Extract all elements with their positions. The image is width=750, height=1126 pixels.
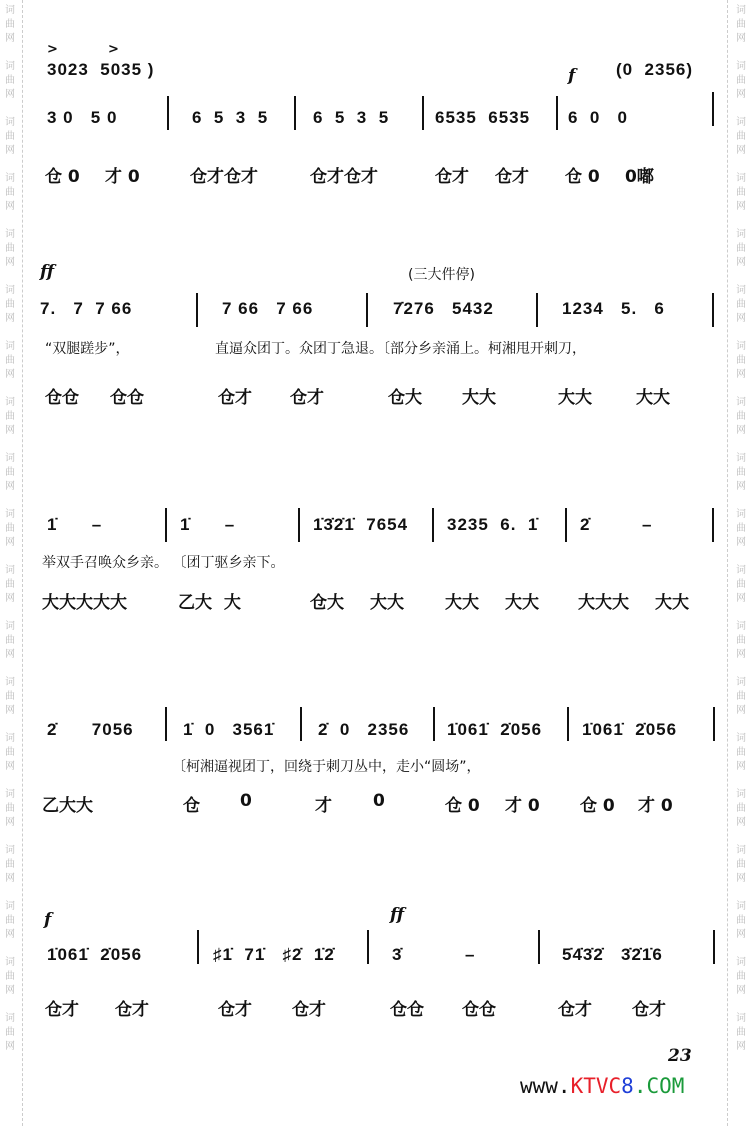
- measure-notes: 6 5 3 5: [313, 108, 390, 127]
- percussion: 大大: [370, 593, 404, 613]
- dynamic-mark: f: [44, 910, 52, 930]
- barline: [165, 508, 167, 542]
- percussion: 仓大: [310, 593, 344, 613]
- percussion: 0嘟: [625, 167, 654, 187]
- accent-mark: >: [108, 42, 119, 57]
- percussion: 仓才: [435, 167, 469, 187]
- barline: [713, 707, 715, 741]
- percussion: 大大: [636, 388, 670, 408]
- measure-notes: 1̇ 0 3561̇: [183, 720, 275, 739]
- percussion: 仓才仓才: [190, 167, 258, 187]
- upper-notes: (0 2356): [616, 60, 694, 79]
- measure-notes: 3235 6. 1̇: [447, 515, 539, 534]
- percussion: 才 0: [105, 167, 140, 187]
- percussion: 仓才: [290, 388, 324, 408]
- percussion: 大大: [462, 388, 496, 408]
- percussion: 大大: [505, 593, 539, 613]
- barline: [712, 92, 714, 126]
- percussion: 仓才: [292, 1000, 326, 1020]
- barline: [536, 293, 538, 327]
- percussion: 大大大: [578, 593, 629, 613]
- stage-direction: (三大件停): [408, 267, 475, 283]
- stage-direction: “双腿蹉步”，: [45, 341, 130, 357]
- site-watermark-prefix: www.: [520, 1074, 571, 1098]
- measure-notes: 3̇: [392, 945, 403, 964]
- percussion: 仓才仓才: [310, 167, 378, 187]
- percussion: 大大: [655, 593, 689, 613]
- measure-notes: 2̇ 7056: [47, 720, 134, 739]
- percussion: 仓才: [632, 1000, 666, 1020]
- site-watermark-digit: 8: [621, 1074, 634, 1098]
- barline: [197, 930, 199, 964]
- measure-notes: 1̇3̇2̇1̇ 7654: [313, 515, 409, 534]
- barline: [433, 707, 435, 741]
- measure-notes: 3 0 5 0: [47, 108, 118, 127]
- percussion: 仓: [183, 796, 200, 816]
- measure-notes: 5̇4̇3̇2̇ 3̇2̇1̇6: [562, 945, 663, 964]
- percussion: 仓才: [218, 1000, 252, 1020]
- dynamic-mark: ff: [390, 905, 405, 925]
- barline: [712, 293, 714, 327]
- margin-line-left: [22, 0, 23, 1126]
- stage-direction: 〔柯湘逼视团丁，回绕于刺刀丛中，走小“圆场”，: [172, 759, 481, 775]
- site-watermark: [520, 1074, 684, 1098]
- measure-notes: 6535 6535: [435, 108, 531, 127]
- measure-notes: 1̇061̇ 2̇056: [447, 720, 543, 739]
- measure-notes: 2̇ 0 2356: [318, 720, 410, 739]
- percussion: 大大大大大: [42, 593, 127, 613]
- measure-notes: 1̇061̇ 2̇056: [582, 720, 678, 739]
- percussion: 乙大大: [42, 796, 93, 816]
- percussion: 0: [373, 791, 385, 811]
- measure-notes: 6 0 0: [568, 108, 628, 127]
- percussion: 仓 0: [580, 796, 615, 816]
- percussion: 仓 0: [45, 167, 80, 187]
- measure-notes: 7 66 7 66: [222, 299, 314, 318]
- percussion: 大大: [558, 388, 592, 408]
- stage-direction: 举双手召唤众乡亲。 〔团丁驱乡亲下。: [42, 555, 285, 571]
- percussion: 乙大 大: [178, 593, 241, 613]
- barline: [713, 930, 715, 964]
- percussion: 才: [315, 796, 332, 816]
- stage-direction: 直逼众团丁。众团丁急退。〔部分乡亲涌上。柯湘甩开刺刀，: [215, 341, 586, 357]
- barline: [432, 508, 434, 542]
- barline: [298, 508, 300, 542]
- barline: [367, 930, 369, 964]
- measure-notes: 6 5 3 5: [192, 108, 269, 127]
- barline: [294, 96, 296, 130]
- dynamic-mark: ff: [40, 262, 55, 282]
- barline: [366, 293, 368, 327]
- barline: [565, 508, 567, 542]
- barline: [167, 96, 169, 130]
- percussion: 0: [240, 791, 252, 811]
- page-number: 23: [668, 1046, 692, 1066]
- barline: [196, 293, 198, 327]
- percussion: 大大: [445, 593, 479, 613]
- barline: [422, 96, 424, 130]
- barline: [556, 96, 558, 130]
- measure-notes: 1̇ –: [47, 515, 103, 534]
- barline: [165, 707, 167, 741]
- watermark-right: 词 曲 网 词 曲 网 词 曲 网 词 曲 网 词 曲 网 词 曲 网 词 曲 网 词 曲 网 词 曲 网 词 曲 网 词 曲 网 词 曲 网 词 曲 网 词 曲 网 词 曲 网 词 曲 网 词 曲 网 词 曲 网 词 曲 网: [736, 5, 746, 1052]
- percussion: 仓 0: [565, 167, 600, 187]
- site-watermark-brand: KTVC: [570, 1074, 622, 1098]
- percussion: 仓才: [495, 167, 529, 187]
- barline: [300, 707, 302, 741]
- measure-notes: 1̇061̇ 2̇056: [47, 945, 143, 964]
- barline: [538, 930, 540, 964]
- percussion: 才 0: [638, 796, 673, 816]
- percussion: 仓仓: [110, 388, 144, 408]
- measure-notes: 7̇276 5432: [393, 299, 494, 318]
- percussion: 仓 0: [445, 796, 480, 816]
- measure-notes: 2̇ –: [580, 515, 653, 534]
- percussion: 仓才: [45, 1000, 79, 1020]
- percussion: 才 0: [505, 796, 540, 816]
- margin-line-right: [727, 0, 728, 1126]
- measure-notes: 1̇ –: [180, 515, 236, 534]
- dynamic-mark: f: [568, 66, 576, 86]
- percussion: 仓仓: [45, 388, 79, 408]
- measure-notes: 7. 7 7 66: [40, 299, 133, 318]
- accent-mark: >: [47, 42, 58, 57]
- percussion: 仓才: [558, 1000, 592, 1020]
- percussion: 仓才: [218, 388, 252, 408]
- measure-notes: –: [465, 945, 476, 964]
- percussion: 仓才: [115, 1000, 149, 1020]
- percussion: 仓大: [388, 388, 422, 408]
- measure-notes: 1234 5. 6: [562, 299, 665, 318]
- barline: [712, 508, 714, 542]
- upper-notes: 3023 5035 ): [47, 60, 155, 79]
- barline: [567, 707, 569, 741]
- percussion: 仓仓: [462, 1000, 496, 1020]
- measure-notes: ♯1̇ 71̇ ♯2̇ 1̇2̇: [213, 945, 335, 964]
- percussion: 仓仓: [390, 1000, 424, 1020]
- watermark-left: 词 曲 网 词 曲 网 词 曲 网 词 曲 网 词 曲 网 词 曲 网 词 曲 网 词 曲 网 词 曲 网 词 曲 网 词 曲 网 词 曲 网 词 曲 网 词 曲 网 词 曲 网 词 曲 网 词 曲 网 词 曲 网 词 曲 网: [5, 5, 15, 1052]
- site-watermark-suffix: .COM: [633, 1074, 685, 1098]
